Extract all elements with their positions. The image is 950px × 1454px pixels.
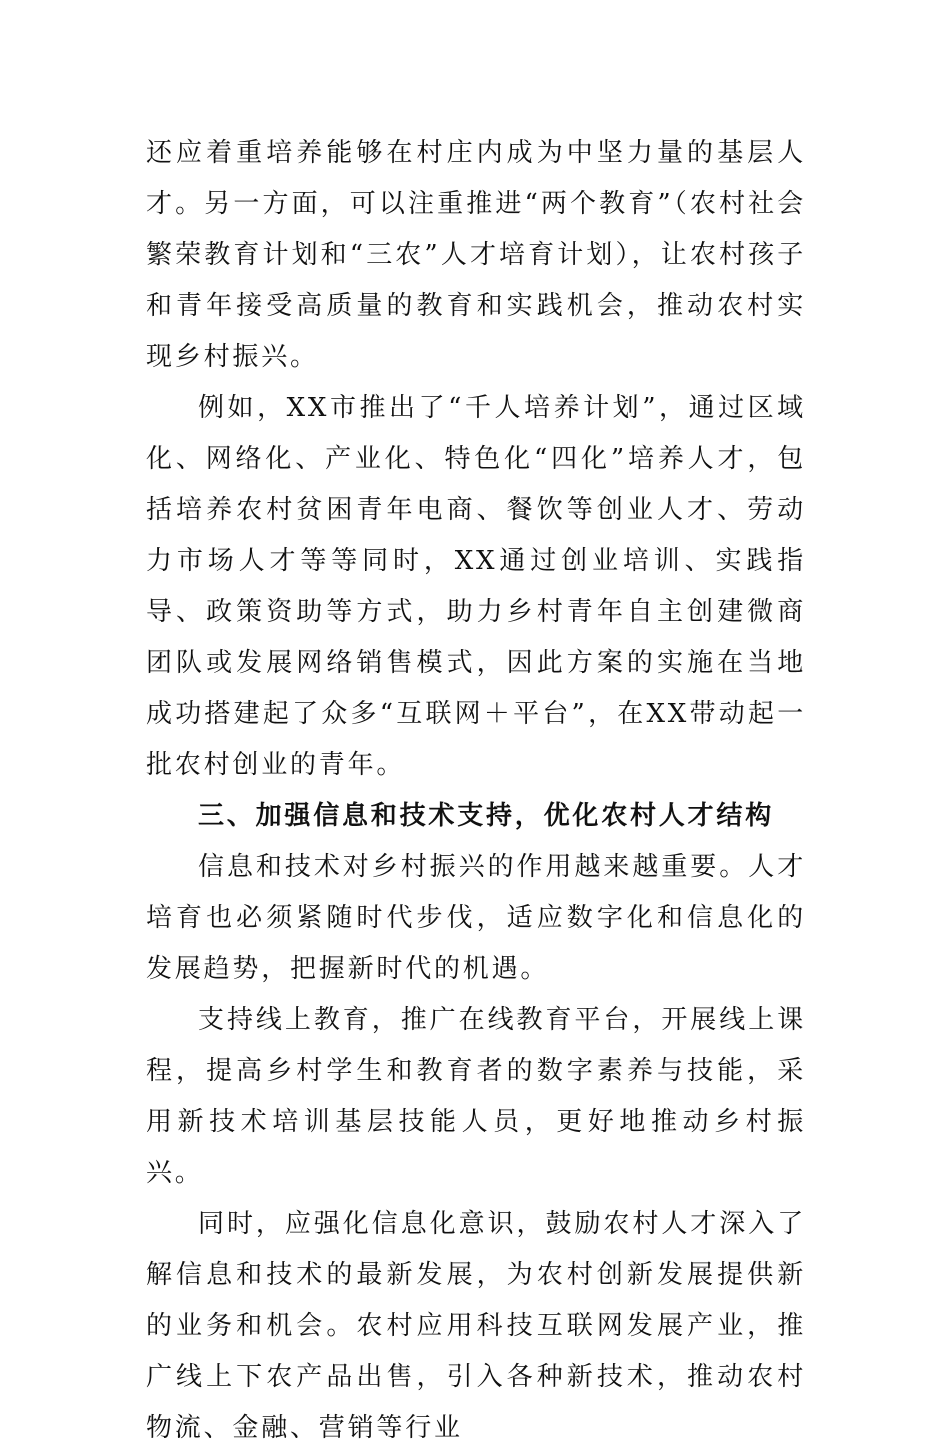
document-body [146,128,806,1454]
paragraph-continuation: 还应着重培养能够在村庄内成为中坚力量的基层人才。另一方面，可以注重推进“两个教育”（农村社会繁荣教育计划和“三农”人才培育计划），让农村孩子和青年接受高质量的教育和实践机会，推动农村实现乡村振兴。 [146,138,806,372]
paragraph-online-education: 支持线上教育，推广在线教育平台，开展线上课程，提高乡村学生和教育者的数字素养与技能，采用新技术培训基层技能人员，更好地推动乡村振兴。 [146,1005,806,1188]
paragraph-information-technology: 信息和技术对乡村振兴的作用越来越重要。人才培育也必须紧随时代步伐，适应数字化和信息化的发展趋势，把握新时代的机遇。 [146,852,806,984]
paragraph-informatization-awareness: 同时，应强化信息化意识，鼓励农村人才深入了解信息和技术的最新发展，为农村创新发展提供新的业务和机会。农村应用科技互联网发展产业，推广线上下农产品出售，引入各种新技术，推动农村物流、金融、营销等行业 [146,1209,806,1443]
paragraph-example-thousand-talent-plan: 例如，XX市推出了“千人培养计划”，通过区域化、网络化、产业化、特色化“四化”培养人才，包括培养农村贫困青年电商、餐饮等创业人才、劳动力市场人才等等同时，XX通过创业培训、实践指导、政策资助等方式，助力乡村青年自主创建微商团队或发展网络销售模式，因此方案的实施在当地成功搭建起了众多“互联网＋平台”，在XX带动起一批农村创业的青年。 [146,393,806,780]
section-heading-three: 三、加强信息和技术支持，优化农村人才结构 [198,801,775,831]
